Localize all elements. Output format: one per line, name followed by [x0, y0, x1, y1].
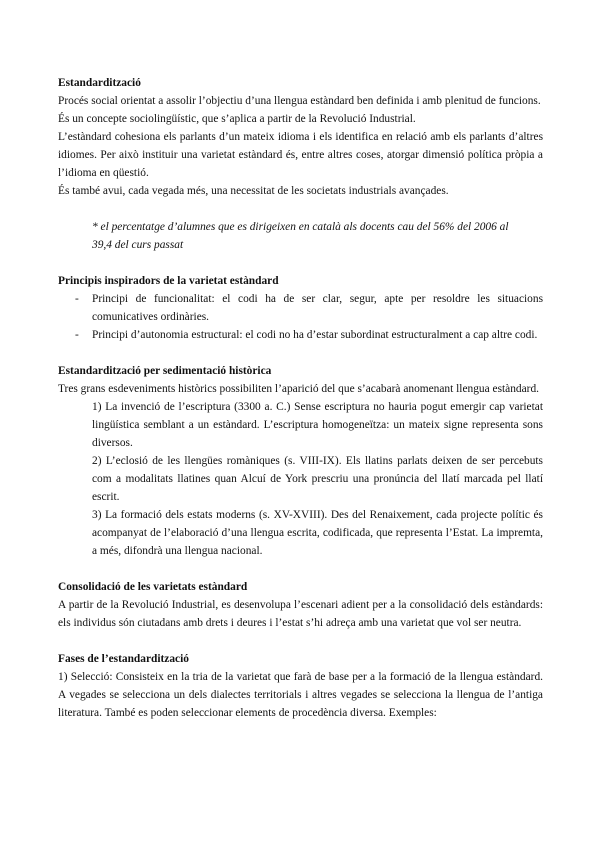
paragraph: L’estàndard cohesiona els parlants d’un mateix idioma i els identifica en relació amb els parlants d’altres idiomes. Per això instituir una varietat estàndard és, entre altres coses, atorgar dimensió política pròpia a l’idioma en qüestió.: [58, 131, 543, 179]
spacer: [58, 200, 543, 218]
paragraph: És també avui, cada vegada més, una necessitat de les societats industrials avançades.: [58, 185, 449, 197]
spacer: [58, 560, 543, 578]
principles-list: [58, 290, 543, 344]
list-item: 2) L’eclosió de les llengües romàniques (s. VIII-IX). Els llatins parlats deixen de ser percebuts com a modalitats llatines quan Alcuí de York prescriu una pronúncia del llatí marcada pel llatí escrit.: [92, 455, 543, 503]
spacer: [58, 344, 543, 362]
dash-bullet: -: [75, 329, 79, 341]
section-heading-principis: Principis inspiradors de la varietat estàndard: [58, 275, 279, 287]
section-heading-fases: Fases de l’estandardització: [58, 653, 189, 665]
list-item: [58, 290, 543, 326]
paragraph: A partir de la Revolució Industrial, es desenvolupa l’escenari adient per a la consolidació dels estàndards: els individus són ciutadans amb drets i deures i l’estat s’hi adreça amb una varietat que vol ser neutra.: [58, 599, 543, 629]
paragraph: Tres grans esdeveniments històrics possibiliten l’aparició del que s’acabarà anomenant llengua estàndard.: [58, 383, 540, 395]
paragraph: És un concepte sociolingüístic, que s’aplica a partir de la Revolució Industrial.: [58, 113, 416, 125]
section-heading-consolidacio: Consolidació de les varietats estàndard: [58, 581, 248, 593]
paragraph: Procés social orientat a assolir l’objectiu d’una llengua estàndard ben definida i amb plenitud de funcions.: [58, 95, 541, 107]
italic-note: * el percentatge d’alumnes que es dirigeixen en català als docents cau del 56% del 2006 al 39,4 del curs passat: [92, 221, 509, 251]
list-item: 3) La formació dels estats moderns (s. XV-XVIII). Des del Renaixement, cada projecte polític és acompanyat de l’elaboració d’una llengua escrita, codificada, que representa l’Estat. La impremta, a més, difondrà una llengua nacional.: [92, 509, 543, 557]
list-item-text: Principi d’autonomia estructural: el codi no ha d’estar subordinat estructuralment a cap altre codi.: [92, 329, 538, 341]
spacer: [58, 254, 543, 272]
list-item: 1) La invenció de l’escriptura (3300 a. C.) Sense escriptura no hauria pogut emergir cap varietat lingüística semblant a un estàndard. L’escriptura homogeneïtza: un mateix signe representa sons diversos.: [92, 401, 543, 449]
section-heading-estandarditzacio: Estandardització: [58, 77, 141, 89]
document-page: [58, 74, 543, 722]
list-item: [58, 326, 543, 344]
section-heading-sedimentacio: Estandardització per sedimentació històrica: [58, 365, 272, 377]
spacer: [58, 632, 543, 650]
paragraph: 1) Selecció: Consisteix en la tria de la varietat que farà de base per a la formació de la llengua estàndard. A vegades se selecciona un dels dialectes territorials i altres vegades se selecciona la llengua de l’antiga literatura. També es poden seleccionar elements de procedència diversa. Exemples:: [58, 671, 543, 719]
dash-bullet: -: [75, 293, 79, 305]
list-item-text: Principi de funcionalitat: el codi ha de ser clar, segur, apte per resoldre les situacions comunicatives ordinàries.: [92, 293, 543, 323]
